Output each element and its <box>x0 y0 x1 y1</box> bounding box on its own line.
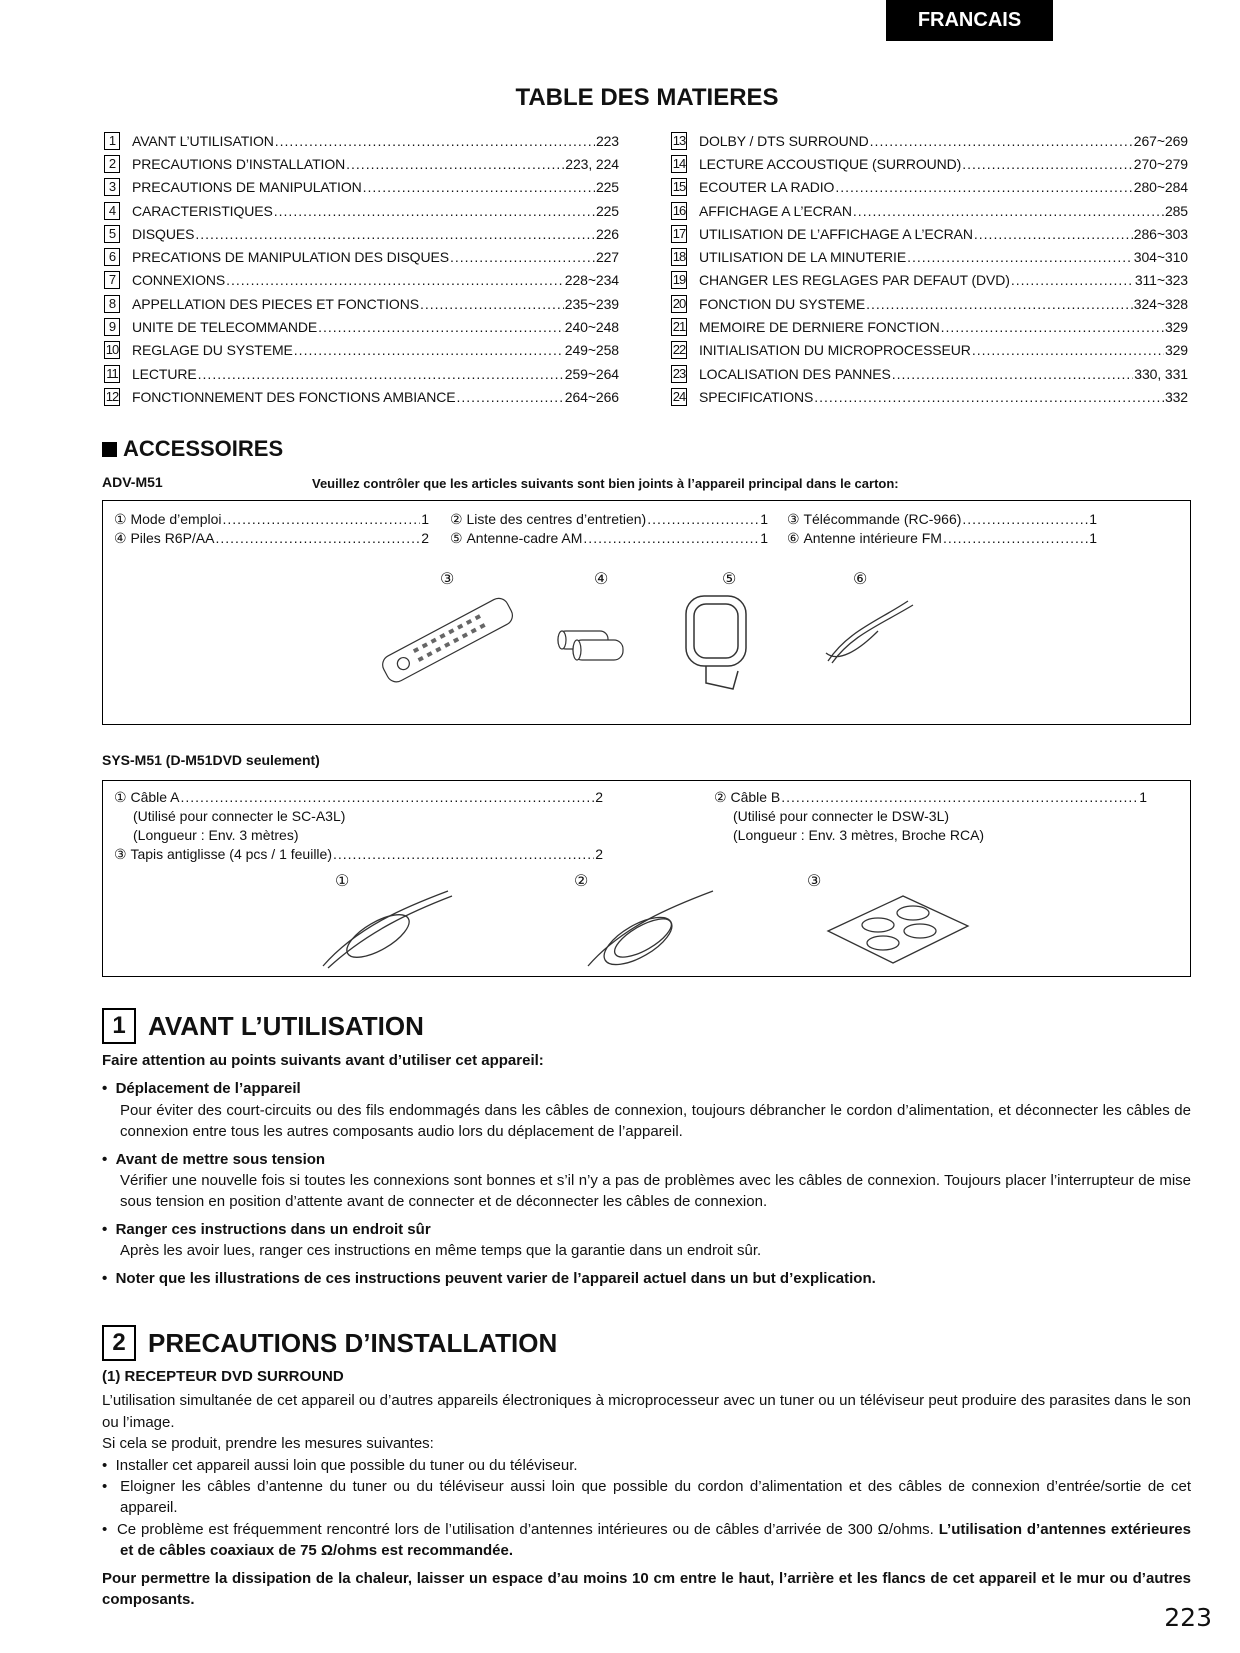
toc-entry-page: 223 <box>595 132 619 149</box>
toc-entry[interactable] <box>104 269 619 292</box>
dot-leader <box>892 366 1134 382</box>
toc-entry[interactable] <box>104 245 619 268</box>
toc-entry-label: ECOUTER LA RADIO <box>699 179 835 196</box>
toc-entry-label: FONCTION DU SYSTEME <box>699 295 866 312</box>
chapter-number-box: 6 <box>104 248 120 266</box>
accessory-item: ④ Piles R6P/AA ..... 2 <box>114 530 429 547</box>
toc-left-column <box>104 129 619 409</box>
section-2-heading <box>102 1325 557 1361</box>
toc-entry-page: 264~266 <box>564 388 619 405</box>
adv-accessories-box <box>102 500 1191 725</box>
section-title: PRECAUTIONS D’INSTALLATION <box>148 1327 558 1358</box>
section-1-heading <box>102 1008 424 1044</box>
accessory-item: ② Liste des centres d’entretien) ..... 1 <box>450 511 768 528</box>
toc-entry-label: CHANGER LES REGLAGES PAR DEFAUT (DVD) <box>699 272 1010 289</box>
toc-entry-label: PRECATIONS DE MANIPULATION DES DISQUES <box>132 249 449 266</box>
accessory-note: (Utilisé pour connecter le DSW-3L) <box>733 808 950 824</box>
toc-entry-label: LOCALISATION DES PANNES <box>699 365 891 382</box>
chapter-number-box: 9 <box>104 318 120 336</box>
bullet-text: Pour éviter des court-circuits ou des fils endommagés dans les câbles de connexion, toujours débrancher le cordon d’alimentation, et déconnecter les câbles de connexion entre tous les autres composants audio lors du déplacement de l’appareil. <box>120 1101 1191 1141</box>
toc-entry[interactable] <box>671 245 1188 268</box>
toc-entry-page: 223, 224 <box>565 155 619 172</box>
toc-entry-page: 280~284 <box>1133 179 1188 196</box>
dot-leader <box>962 156 1133 172</box>
accessory-item: ⑥ Antenne intérieure FM ..... 1 <box>787 530 1097 547</box>
am-loop-antenna-illustration <box>678 591 758 701</box>
dot-leader <box>941 319 1164 335</box>
accessory-item: ① Mode d’emploi ..... 1 <box>114 511 429 528</box>
toc-entry-label: CARACTERISTIQUES <box>132 202 273 219</box>
chapter-number-box: 15 <box>672 179 686 195</box>
toc-entry-label: AFFICHAGE A L’ECRAN <box>699 202 852 219</box>
chapter-number-box: 5 <box>104 225 120 243</box>
dot-leader <box>814 389 1164 405</box>
fm-indoor-antenna-illustration <box>818 591 928 671</box>
closing-note: Pour permettre la dissipation de la chaleur, laisser un espace d’au moins 10 cm entre le haut, l’arrière et les flancs de cet appareil et le mur ou d’autres composants. <box>102 1569 1191 1609</box>
chapter-number-box: 14 <box>672 155 686 171</box>
toc-entry[interactable] <box>104 315 619 338</box>
bullet-item: • Ce problème est fréquemment rencontré lors de l’utilisation d’antennes intérieures ou de câbles d’arrivée de 300 Ω/ohms. L’utilisation d’antennes extérieures et de câbles coaxiaux de 75 Ω/ohms est recommandée. <box>102 1520 1191 1560</box>
dot-leader <box>318 319 564 335</box>
toc-entry-page: 270~279 <box>1133 155 1188 172</box>
toc-entry-label: UNITE DE TELECOMMANDE <box>132 319 318 336</box>
dot-leader <box>363 179 595 195</box>
cable-a-illustration <box>318 886 458 971</box>
chapter-number-box: 23 <box>672 365 686 381</box>
dot-leader <box>972 342 1164 358</box>
toc-entry[interactable] <box>104 385 619 408</box>
toc-entry-label: UTILISATION DE L’AFFICHAGE A L’ECRAN <box>699 225 973 242</box>
toc-entry-label: DOLBY / DTS SURROUND <box>699 132 869 149</box>
chapter-number-box: 13 <box>672 132 686 148</box>
figure-mark: ② <box>574 873 589 890</box>
toc-entry-label: UTILISATION DE LA MINUTERIE <box>699 249 907 266</box>
chapter-number-box: 8 <box>104 295 120 313</box>
toc-entry-label: CONNEXIONS <box>132 272 226 289</box>
dot-leader <box>1011 272 1134 288</box>
square-bullet-icon <box>102 442 117 457</box>
dot-leader <box>275 133 595 149</box>
batteries-illustration <box>548 626 638 671</box>
dot-leader <box>420 296 564 312</box>
language-tab: FRANCAIS <box>886 0 1053 41</box>
accessories-heading-text: ACCESSOIRES <box>123 436 284 461</box>
anti-slip-mat-illustration <box>823 891 973 966</box>
page-number: 223 <box>1164 1603 1212 1632</box>
toc-entry-label: DISQUES <box>132 225 195 242</box>
toc-entry[interactable] <box>671 152 1188 175</box>
adv-instruction: Veuillez contrôler que les articles suivants sont bien joints à l’appareil principal dans le carton: <box>312 476 899 491</box>
toc-entry-page: 285 <box>1164 202 1188 219</box>
toc-entry-label: FONCTIONNEMENT DES FONCTIONS AMBIANCE <box>132 388 456 405</box>
dot-leader <box>457 389 564 405</box>
bullet-text: Vérifier une nouvelle fois si toutes les connexions sont bonnes et s’il n’y a pas de problèmes avec les câbles de connexion. Toujours placer l’interrupteur de mise sous tension en position d’attente avant de connecter et de déconnecter les câbles de connexion. <box>120 1172 1191 1211</box>
bullet-text: Après les avoir lues, ranger ces instructions en même temps que la garantie dans un endroit sûr. <box>120 1242 762 1260</box>
chapter-number-box: 1 <box>104 132 120 150</box>
toc-entry-label: AVANT L’UTILISATION <box>132 132 274 149</box>
toc-entry[interactable] <box>104 362 619 385</box>
dot-leader <box>274 203 595 219</box>
toc-entry[interactable] <box>671 199 1188 222</box>
figure-mark: ① <box>335 873 350 890</box>
page-title: TABLE DES MATIERES <box>515 84 779 111</box>
chapter-number-box: 22 <box>672 342 686 358</box>
toc-entry[interactable] <box>671 269 1188 292</box>
toc-entry[interactable] <box>104 222 619 245</box>
toc-entry[interactable] <box>671 339 1188 362</box>
dot-leader <box>346 156 564 172</box>
toc-entry-page: 329 <box>1164 319 1188 336</box>
chapter-number-box: 18 <box>672 249 686 265</box>
bullet-title: • Déplacement de l’appareil <box>102 1080 301 1098</box>
toc-entry[interactable] <box>104 292 619 315</box>
toc-entry[interactable] <box>671 292 1188 315</box>
toc-entry-label: LECTURE <box>132 365 197 382</box>
chapter-number-box: 19 <box>672 272 686 288</box>
accessories-heading <box>102 436 283 462</box>
toc-entry-label: PRECAUTIONS DE MANIPULATION <box>132 179 362 196</box>
dot-leader <box>835 179 1132 195</box>
chapter-number-box: 16 <box>672 202 686 218</box>
toc-entry-page: 311~323 <box>1134 272 1188 289</box>
toc-entry-page: 225 <box>595 202 619 219</box>
accessory-item: ⑤ Antenne-cadre AM ..... 1 <box>450 530 768 547</box>
sys-accessories-box <box>102 780 1191 977</box>
toc-entry[interactable] <box>104 152 619 175</box>
toc-entry-page: 286~303 <box>1133 225 1188 242</box>
toc-entry[interactable] <box>671 362 1188 385</box>
toc-entry[interactable] <box>671 176 1188 199</box>
toc-entry[interactable] <box>104 199 619 222</box>
toc-entry-page: 267~269 <box>1133 132 1188 149</box>
paragraph: L’utilisation simultanée de cet appareil ou d’autres appareils électroniques à microprocesseur avec un tuner ou un téléviseur peut produire des parasites dans le son ou l’image. <box>102 1392 1191 1431</box>
toc-entry-label: INITIALISATION DU MICROPROCESSEUR <box>699 342 971 359</box>
figure-mark: ③ <box>440 571 455 588</box>
toc-entry-label: SPECIFICATIONS <box>699 388 814 405</box>
figure-mark: ④ <box>594 571 609 588</box>
chapter-number-box: 24 <box>672 388 686 404</box>
toc-entry[interactable] <box>671 315 1188 338</box>
toc-entry-page: 324~328 <box>1133 295 1188 312</box>
toc-entry[interactable] <box>671 222 1188 245</box>
toc-entry-page: 329 <box>1164 342 1188 359</box>
toc-entry-page: 226 <box>595 225 619 242</box>
dot-leader <box>226 272 564 288</box>
chapter-number-box: 10 <box>105 342 119 358</box>
section-number: 1 <box>102 1008 136 1044</box>
accessory-note: (Longueur : Env. 3 mètres, Broche RCA) <box>733 827 985 843</box>
dot-leader <box>870 133 1133 149</box>
bullet-title: • Ranger ces instructions dans un endroit sûr <box>102 1220 431 1238</box>
accessory-note: (Utilisé pour connecter le SC-A3L) <box>133 808 346 824</box>
chapter-number-box: 4 <box>104 202 120 220</box>
chapter-number-box: 3 <box>104 178 120 196</box>
section-title: AVANT L’UTILISATION <box>148 1010 424 1041</box>
chapter-number-box: 11 <box>104 365 120 383</box>
bullet-item: • Eloigner les câbles d’antenne du tuner ou du téléviseur aussi loin que possible du cordon d’alimentation et des câbles de connexion d’entrée/sortie de cet appareil. <box>102 1478 1191 1517</box>
toc-entry-label: MEMOIRE DE DERNIERE FONCTION <box>699 319 940 336</box>
figure-mark: ⑤ <box>722 571 737 588</box>
accessory-item: ③ Tapis antiglisse (4 pcs / 1 feuille) ..... 2 <box>114 846 603 863</box>
toc-entry-page: 330, 331 <box>1134 365 1188 382</box>
bullet-title: • Avant de mettre sous tension <box>102 1150 326 1168</box>
section-2-body <box>102 1366 1191 1610</box>
toc-entry-page: 235~239 <box>564 295 619 312</box>
toc-entry[interactable] <box>104 339 619 362</box>
dot-leader <box>907 249 1133 265</box>
cable-b-illustration <box>583 886 723 971</box>
toc-entry[interactable] <box>104 129 619 152</box>
section-number: 2 <box>102 1325 136 1361</box>
chapter-number-box: 17 <box>672 225 686 241</box>
toc-entry-page: 332 <box>1164 388 1188 405</box>
accessory-note: (Longueur : Env. 3 mètres) <box>133 827 299 843</box>
dot-leader <box>294 342 564 358</box>
toc-entry[interactable] <box>671 129 1188 152</box>
chapter-number-box: 2 <box>104 155 120 173</box>
chapter-number-box: 21 <box>672 319 686 335</box>
chapter-number-box: 12 <box>105 388 119 404</box>
dot-leader <box>866 296 1133 312</box>
toc-entry-label: REGLAGE DU SYSTEME <box>132 342 293 359</box>
toc-entry-page: 259~264 <box>564 365 619 382</box>
chapter-number-box: 7 <box>104 271 120 289</box>
accessory-item: ③ Télécommande (RC-966) ..... 1 <box>787 511 1097 528</box>
subheading: (1) RECEPTEUR DVD SURROUND <box>102 1368 344 1385</box>
toc-entry-label: LECTURE ACCOUSTIQUE (SURROUND) <box>699 155 962 172</box>
toc-entry-page: 304~310 <box>1133 249 1188 266</box>
toc-entry-label: APPELLATION DES PIECES ET FONCTIONS <box>132 295 419 312</box>
figure-mark: ③ <box>807 873 822 890</box>
dot-leader <box>195 226 595 242</box>
toc-right-column <box>671 129 1188 409</box>
remote-control-illustration <box>373 591 523 691</box>
accessory-item: ① Câble A ..... 2 <box>114 789 603 806</box>
bullet-item: • Installer cet appareil aussi loin que possible du tuner ou du téléviseur. <box>102 1456 578 1474</box>
toc-entry-page: 249~258 <box>564 342 619 359</box>
dot-leader <box>450 249 595 265</box>
chapter-number-box: 20 <box>672 295 686 311</box>
figure-mark: ⑥ <box>853 571 868 588</box>
toc-entry-page: 228~234 <box>564 272 619 289</box>
toc-entry[interactable] <box>671 385 1188 408</box>
section-1-body <box>102 1050 1191 1289</box>
toc-entry[interactable] <box>104 176 619 199</box>
accessory-item: ② Câble B ..... 1 <box>714 789 1147 806</box>
toc-entry-page: 227 <box>595 249 619 266</box>
dot-leader <box>853 203 1164 219</box>
toc-entry-page: 225 <box>595 179 619 196</box>
toc-entry-page: 240~248 <box>564 319 619 336</box>
bullet-title: • Noter que les illustrations de ces instructions peuvent varier de l’appareil actuel dans un but d’explication. <box>102 1269 876 1287</box>
sys-model-label: SYS-M51 (D-M51DVD seulement) <box>102 752 320 768</box>
dot-leader <box>198 366 564 382</box>
paragraph: Si cela se produit, prendre les mesures suivantes: <box>102 1435 434 1453</box>
toc-entry-label: PRECAUTIONS D’INSTALLATION <box>132 155 346 172</box>
dot-leader <box>974 226 1133 242</box>
section-intro: Faire attention au points suivants avant d’utiliser cet appareil: <box>102 1052 544 1069</box>
adv-model-label: ADV-M51 <box>102 474 163 490</box>
